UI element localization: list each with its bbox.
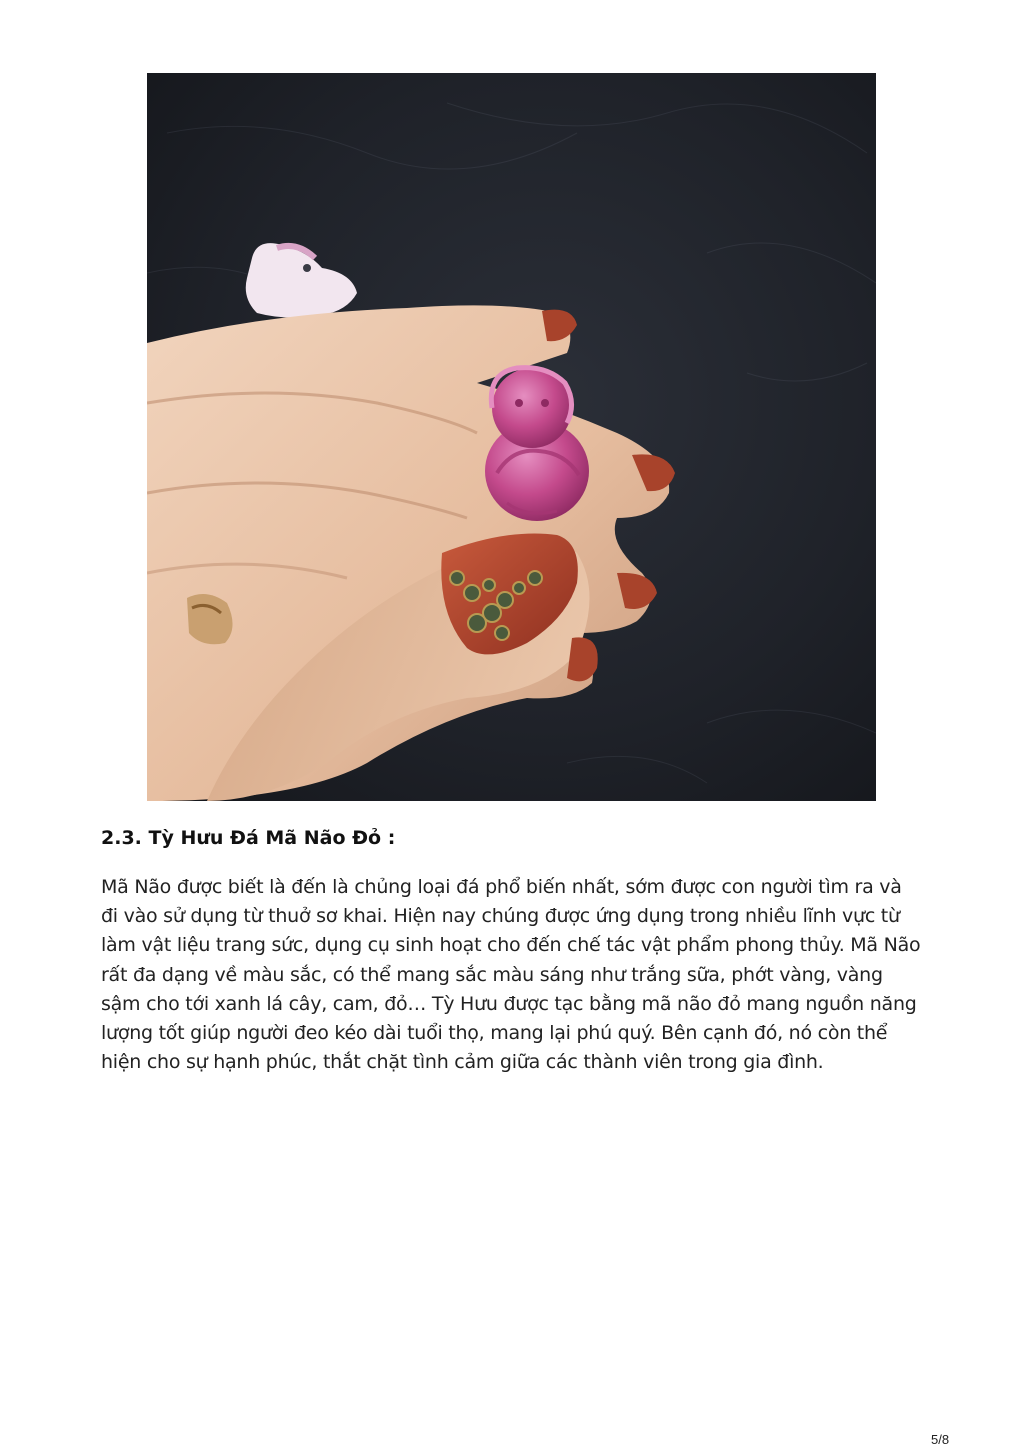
pixiu-red-agate-photo [147, 73, 876, 801]
article-paragraph: Mã Não được biết là đến là chủng loại đá phổ biến nhất, sớm được con người tìm ra và đi vào sử dụng từ thuở sơ khai. Hiện nay chúng được ứng dụng trong nhiều lĩnh vực từ làm vật liệu trang sức, dụng cụ sinh hoạt cho đến chế tác vật phẩm phong thủy. Mã Não rất đa dạng về màu sắc, có thể mang sắc màu sáng như trắng sữa, phớt vàng, vàng sậm cho tới xanh lá cây, cam, đỏ… Tỳ Hưu được tạc bằng mã não đỏ mang nguồn năng lượng tốt giúp người đeo kéo dài tuổi thọ, mang lại phú quý. Bên cạnh đó, nó còn thể hiện cho sự hạnh phúc, thắt chặt tình cảm giữa các thành viên trong gia đình. [101, 876, 921, 1074]
page-number: 5/8 [931, 1432, 950, 1447]
section-heading: 2.3. Tỳ Hưu Đá Mã Não Đỏ : [101, 827, 396, 849]
